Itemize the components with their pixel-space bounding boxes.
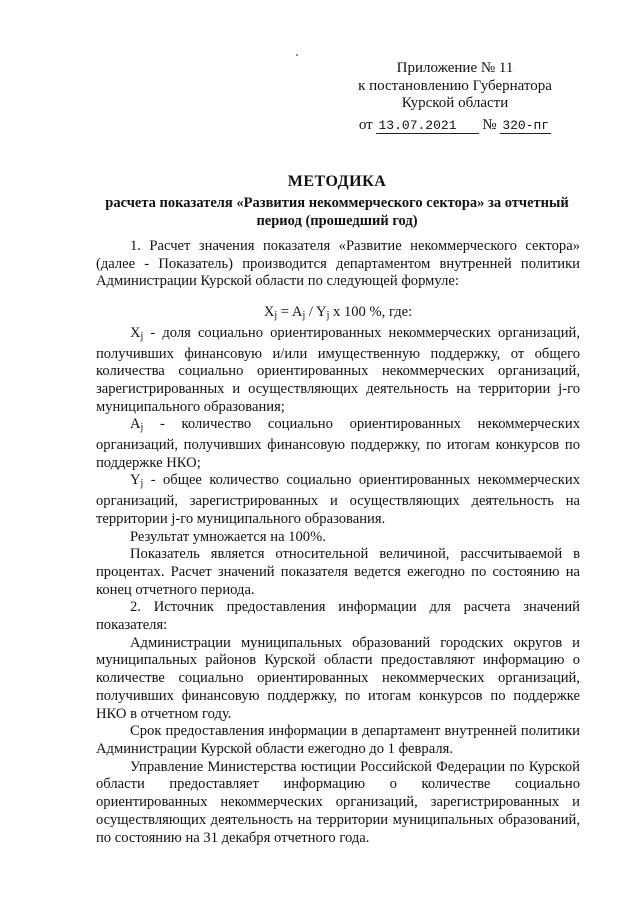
definition-y-sub: j	[140, 478, 144, 490]
paragraph-2: 2. Источник предоставления информации для расчета значений показателя:	[96, 599, 580, 634]
definition-x-sub: j	[140, 330, 144, 342]
scan-speck	[296, 54, 298, 56]
decree-number: 320-пг	[502, 117, 550, 133]
definition-a	[96, 416, 580, 472]
appendix-date-line	[330, 117, 580, 135]
document-body	[96, 238, 580, 847]
formula-a-sub: j	[302, 310, 306, 322]
formula-y-sub: j	[326, 310, 330, 322]
decree-date: 13.07.2021	[376, 118, 478, 134]
title-main: МЕТОДИКА	[287, 173, 387, 190]
definition-a-text: - количество социально ориентированных некоммерческих организаций, получивших финансовую поддержку, по итогам конкурсов по поддержке НКО;	[96, 416, 580, 471]
definition-x-symbol: X	[130, 324, 141, 341]
appendix-decree: к постановлению Губернатора	[358, 77, 552, 94]
definition-y-text: - общее количество социально ориентированных некоммерческих организаций, зарегистрированных и осуществляющих деятельность на территории j-го муниципального образования.	[96, 472, 580, 527]
paragraph-admin: Администрации муниципальных образований городских округов и муниципальных районов Курской области предоставляют информацию о количестве социально ориентированных некоммерческих организаций, получивших финансовую поддержку, по итогам конкурсов по поддержке НКО в отчетном году.	[96, 634, 580, 722]
formula-tail: x 100 %, где:	[329, 304, 413, 321]
paragraph-ministry: Управление Министерства юстиции Российской Федерации по Курской области предоставляет информацию о количестве социально ориентированных некоммерческих организаций, зарегистрированных и осуществляющих деятельность на территории муниципальных образований, по состоянию на 31 декабря отчетного года.	[96, 758, 580, 846]
definition-a-sub: j	[140, 422, 144, 434]
formula-eq: =	[277, 304, 292, 321]
formula-x-sub: j	[274, 310, 278, 322]
title-subtitle: расчета показателя «Развития некоммерческого сектора» за отчетный период (прошедший год)	[105, 195, 569, 229]
definition-y	[96, 472, 580, 528]
paragraph-1: 1. Расчет значения показателя «Развитие некоммерческого сектора» (далее - Показатель) производится департаментом внутренней политики Администрации Курской области по следующей формуле:	[96, 238, 580, 290]
formula-a: A	[291, 304, 303, 321]
appendix-region: Курской области	[401, 95, 509, 111]
appendix-header	[330, 60, 580, 134]
paragraph-deadline: Срок предоставления информации в департамент внутренней политики Администрации Курской области ежегодно до 1 февраля.	[96, 723, 580, 757]
formula-x: X	[263, 304, 275, 321]
definition-x	[96, 325, 580, 417]
paragraph-relative: Показатель является относительной величиной, рассчитываемой в процентах. Расчет значений показателя ведется ежегодно по состоянию на конец отчетного периода.	[96, 546, 580, 598]
document-title	[90, 172, 584, 230]
number-label: №	[482, 116, 497, 133]
appendix-number: Приложение № 11	[396, 60, 514, 76]
from-label: от	[358, 116, 373, 133]
formula	[96, 304, 580, 325]
definition-x-text: - доля социально ориентированных некоммерческих организаций, получивших финансовую и/или имущественную поддержку, от общего количества социально ориентированных некоммерческих организаций, зарегистрированных и осуществляющих деятельность на территории j-го муниципального образования;	[96, 324, 580, 415]
definition-y-symbol: Y	[130, 472, 141, 489]
definition-a-symbol: A	[130, 416, 141, 433]
paragraph-result: Результат умножается на 100%.	[130, 528, 326, 545]
formula-y: Y	[316, 304, 327, 321]
formula-slash: /	[305, 304, 317, 321]
